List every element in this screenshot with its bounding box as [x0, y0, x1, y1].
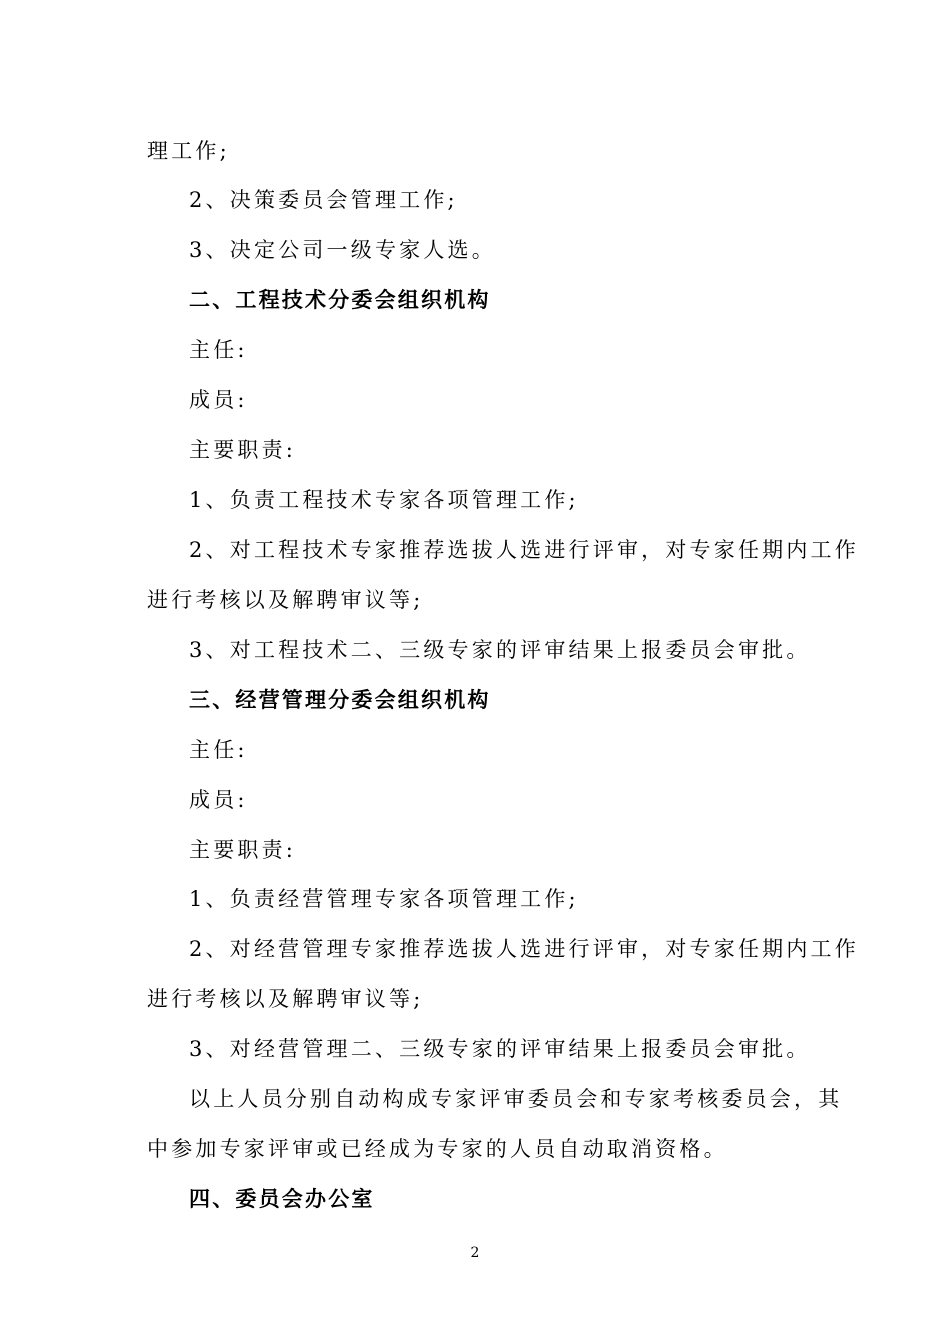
field-label-members: 成员: [189, 388, 248, 412]
list-item: 1、负责工程技术专家各项管理工作; [189, 488, 579, 512]
page-number: 2 [470, 1245, 480, 1261]
list-item: 2、对经营管理专家推荐选拔人选进行评审，对专家任期内工作 [189, 937, 859, 961]
list-item: 3、决定公司一级专家人选。 [189, 238, 496, 262]
field-label-duties: 主要职责: [189, 838, 297, 862]
list-item-continuation: 进行考核以及解聘审议等; [147, 987, 424, 1011]
section-heading: 四、委员会办公室 [189, 1187, 375, 1211]
list-item: 1、负责经营管理专家各项管理工作; [189, 887, 579, 911]
list-item: 2、决策委员会管理工作; [189, 188, 458, 212]
list-item: 2、对工程技术专家推荐选拔人选进行评审，对专家任期内工作 [189, 538, 859, 562]
field-label-members: 成员: [189, 788, 248, 812]
field-label-duties: 主要职责: [189, 438, 297, 462]
paragraph-continuation: 中参加专家评审或已经成为专家的人员自动取消资格。 [147, 1137, 728, 1161]
field-label-director: 主任: [189, 338, 248, 362]
paragraph: 以上人员分别自动构成专家评审委员会和专家考核委员会，其 [189, 1087, 843, 1111]
section-heading: 二、工程技术分委会组织机构 [189, 288, 491, 312]
list-item-continuation: 进行考核以及解聘审议等; [147, 588, 424, 612]
field-label-director: 主任: [189, 738, 248, 762]
section-heading: 三、经营管理分委会组织机构 [189, 688, 491, 712]
list-item: 3、对工程技术二、三级专家的评审结果上报委员会审批。 [189, 638, 811, 662]
list-item: 3、对经营管理二、三级专家的评审结果上报委员会审批。 [189, 1037, 811, 1061]
paragraph-continuation: 理工作; [147, 139, 230, 163]
